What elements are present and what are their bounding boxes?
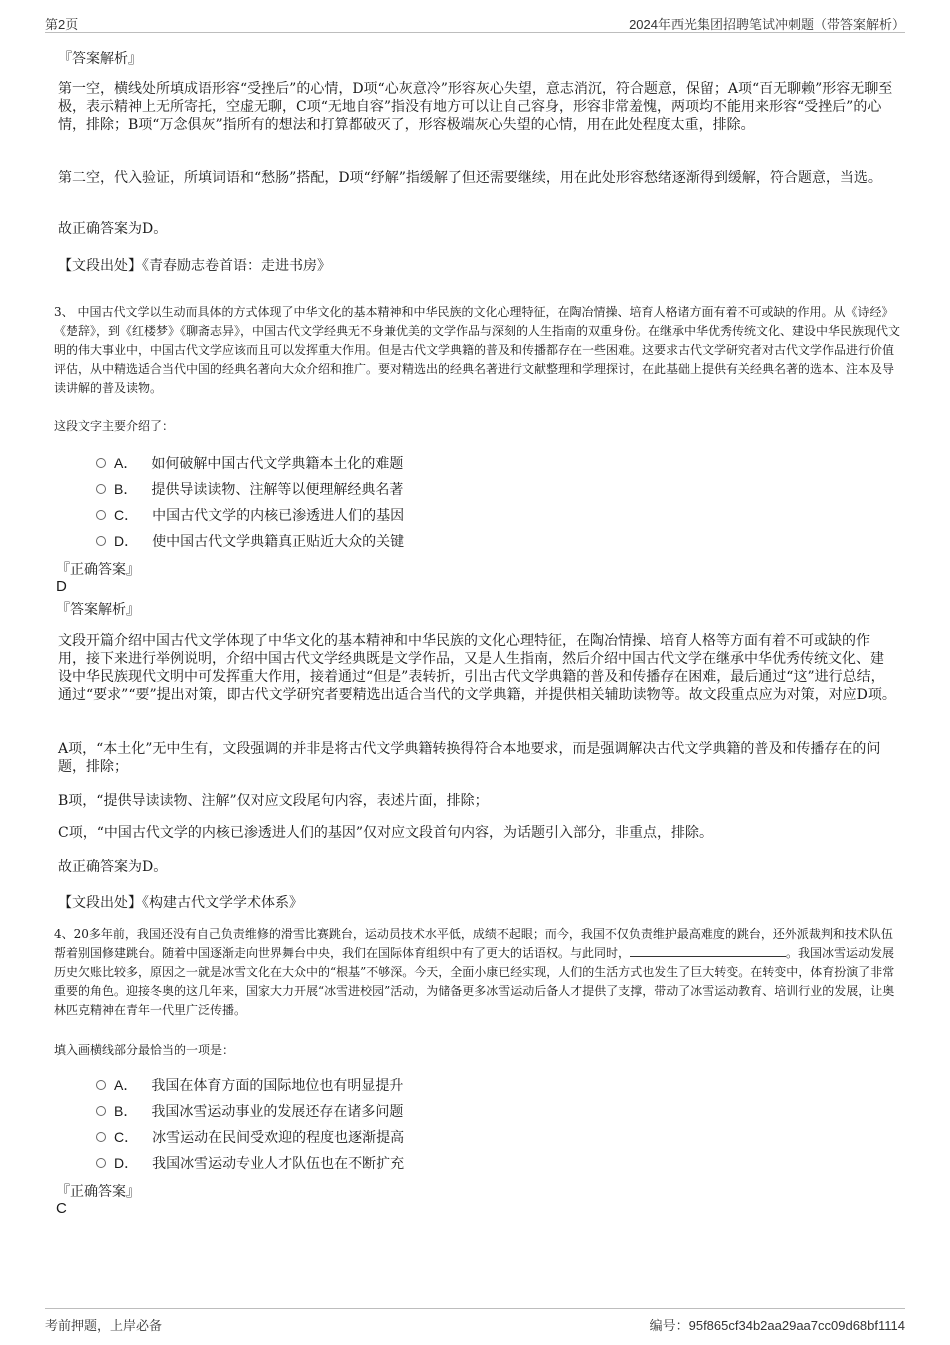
q4-text-after: 。我国冰雪运动发展历史欠账比较多，原因之一就是冰雪文化在大众中的“根基”不够深。今天，全面小康已经实现，人们的生活方式也发生了巨大转变。在转变中，体育扮演了非常重要的角色。迎接冬奥的这几年来，国家大力开展“冰雪进校园”活动，为储备更多冰雪运动后备人才提供了支撑，带动了冰雪运动教育、培训行业的发展，让奥林匹克精神在青年一代里广泛传播。: [54, 946, 895, 1017]
fill-blank: [630, 944, 786, 957]
q2-analysis-para-1: 第一空，横线处所填成语形容“受挫后”的心情，D项“心灰意冷”形容灰心失望，意志消沉，符合题意，保留；A项“百无聊赖”形容无聊至极，表示精神上无所寄托，空虚无聊，C项“无地自容”指没有地方可以让自己容身，形容非常羞愧，两项均不能用来形容“受挫后”的心情，排除；B项“万念俱灰”指所有的想法和打算都破灭了，形容极端灰心失望的心情，用在此处程度太重，排除。: [58, 81, 893, 133]
q3-source: 【文段出处】《构建古代文学学术体系》: [58, 895, 303, 911]
q4-option-c[interactable]: C． 冰雪运动在民间受欢迎的程度也逐渐提高: [96, 1127, 404, 1147]
document-id: 编号：95f865cf34b2aa29aa7cc09d68bf1114: [649, 1318, 905, 1333]
q2-analysis-para-3: 故正确答案为D。: [58, 221, 168, 237]
q3-question-text: 3、 中国古代文学以生动而具体的方式体现了中华文化的基本精神和中华民族的文化心理特征，在陶冶情操、培育人格诸方面有着不可或缺的作用。从《诗经》《楚辞》，到《红楼梦》《聊斋志异》，中国古代文学经典无不身兼优美的文学作品与深刻的人生指南的双重身份。在继承中华优秀传统文化、建设中华民族现代文明的伟大事业中，中国古代文学应该而且可以发挥重大作用。但是古代文学典籍的普及和传播都存在一些困难。这要求古代文学研究者对古代文学作品进行价值评估，从中精选适合当代中国的经典名著向大众介绍和推广。要对精选出的经典名著进行文献整理和学理探讨，在此基础上提供有关经典名著的选本、注本及导读讲解的普及读物。: [54, 305, 901, 395]
q4-correct-label: 『正确答案』: [56, 1184, 140, 1200]
radio-icon[interactable]: [96, 458, 106, 468]
q4-question-text: [54, 925, 904, 1020]
q3-analysis-para-4: C项，“中国古代文学的内核已渗透进人们的基因”仅对应文段首句内容，为话题引入部分，非重点，排除。: [58, 825, 714, 841]
q4-correct-answer: C: [56, 1200, 67, 1217]
q4-option-a[interactable]: A． 我国在体育方面的国际地位也有明显提升: [96, 1075, 403, 1095]
q3-analysis-para-5: 故正确答案为D。: [58, 859, 168, 875]
q2-analysis-label: 『答案解析』: [58, 51, 142, 67]
q3-analysis-para-2: A项，“本土化”无中生有，文段强调的并非是将古代文学典籍转换得符合本地要求，而是强调解决古代文学典籍的普及和传播存在的问题，排除；: [58, 741, 881, 775]
document-title: 2024年西光集团招聘笔试冲刺题（带答案解析）: [629, 17, 905, 32]
q3-option-a[interactable]: A． 如何破解中国古代文学典籍本土化的难题: [96, 453, 403, 473]
q3-prompt: 这段文字主要介绍了：: [54, 419, 175, 433]
page-number: 第2页: [45, 17, 79, 32]
radio-icon[interactable]: [96, 484, 106, 494]
q3-correct-label: 『正确答案』: [56, 562, 140, 578]
page-footer: [45, 1308, 905, 1335]
radio-icon[interactable]: [96, 510, 106, 520]
q2-source: 【文段出处】《青春励志卷首语：走进书房》: [58, 258, 331, 274]
q4-option-d[interactable]: D． 我国冰雪运动专业人才队伍也在不断扩充: [96, 1153, 404, 1173]
q3-option-c[interactable]: C． 中国古代文学的内核已渗透进人们的基因: [96, 505, 404, 525]
q3-analysis-para-1: 文段开篇介绍中国古代文学体现了中华文化的基本精神和中华民族的文化心理特征，在陶冶情操、培育人格等方面有着不可或缺的作用，接下来进行举例说明，介绍中国古代文学经典既是文学作品，又是人生指南，然后介绍中国古代文学在继承中华优秀传统文化、建设中华民族现代文明中可发挥重大作用，接着通过“但是”表转折，引出古代文学典籍的普及和传播存在困难，最后通过“这”进行总结，通过“要求”“要”提出对策，即古代文学研究者要精选出适合当代的文学典籍，并提供相关辅助读物等。故文段重点应为对策，对应D项。: [58, 633, 896, 703]
q4-prompt: 填入画横线部分最恰当的一项是：: [54, 1043, 235, 1057]
q2-analysis-para-2: 第二空，代入验证，所填词语和“愁肠”搭配，D项“纾解”指缓解了但还需要继续，用在此处形容愁绪逐渐得到缓解，符合题意，当选。: [58, 170, 882, 186]
radio-icon[interactable]: [96, 536, 106, 546]
radio-icon[interactable]: [96, 1106, 106, 1116]
q3-analysis-label: 『答案解析』: [56, 602, 140, 618]
radio-icon[interactable]: [96, 1080, 106, 1090]
radio-icon[interactable]: [96, 1132, 106, 1142]
q3-analysis-para-3: B项，“提供导读读物、注解”仅对应文段尾句内容，表述片面，排除；: [58, 793, 489, 809]
page-header: [45, 12, 905, 33]
q3-option-d[interactable]: D． 使中国古代文学典籍真正贴近大众的关键: [96, 531, 404, 551]
q4-option-b[interactable]: B． 我国冰雪运动事业的发展还存在诸多问题: [96, 1101, 403, 1121]
radio-icon[interactable]: [96, 1158, 106, 1168]
q4-text-before: 4、20多年前，我国还没有自己负责维修的滑雪比赛跳台，运动员技术水平低，成绩不起眼；而今，我国不仅负责维护最高难度的跳台，还外派裁判和技术队伍帮着别国修建跳台。随着中国逐渐走向世界舞台中央，我们在国际体育组织中有了更大的话语权。与此同时，: [54, 927, 893, 960]
q3-option-b[interactable]: B． 提供导读读物、注解等以便理解经典名著: [96, 479, 403, 499]
footer-slogan: 考前押题，上岸必备: [45, 1318, 163, 1333]
q3-correct-answer: D: [56, 578, 67, 595]
